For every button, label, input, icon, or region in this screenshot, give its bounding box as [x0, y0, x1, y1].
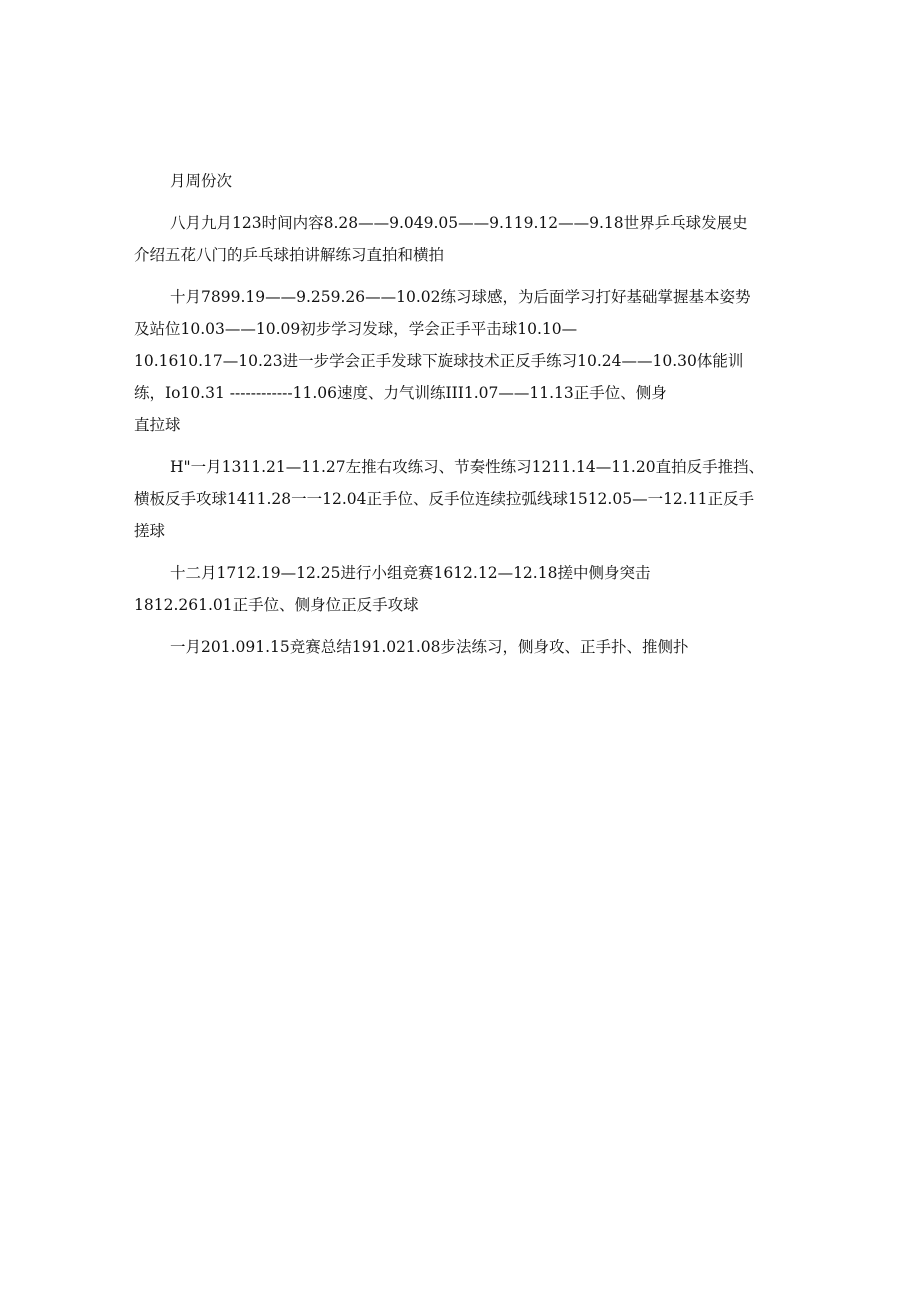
text-line: 10.1610.17—10.23进一步学会正手发球下旋球技术正反手练习10.24——10.30体能训	[134, 352, 744, 370]
text-line: 十月7899.19——9.259.26——10.02练习球感，为后面学习打好基础掌握基本姿势	[170, 288, 751, 306]
text-line: 介绍五花八门的乒乓球拍讲解练习直拍和横拍	[134, 246, 445, 264]
paragraph-header	[134, 165, 794, 197]
text-line: 搓球	[134, 522, 166, 540]
paragraph-october	[134, 281, 794, 441]
text-line: 八月九月123时间内容8.28——9.049.05——9.119.12——9.18世界乒乓球发展史	[170, 214, 748, 232]
text-line: H"一月1311.21—11.27左推右攻练习、节奏性练习1211.14—11.20直拍反手推挡、	[170, 458, 765, 476]
text-line: 练，Io10.31 ------------11.06速度、力气训练III1.07——11.13正手位、侧身	[134, 384, 667, 402]
text-line: 直拉球	[134, 416, 181, 434]
paragraph-august-september	[134, 207, 794, 271]
paragraph-january	[134, 631, 794, 663]
text-line: 及站位10.03——10.09初步学习发球，学会正手平击球10.10—	[134, 320, 578, 338]
paragraph-december	[134, 557, 794, 621]
text-line: 月周份次	[170, 172, 233, 190]
text-line: 横板反手攻球1411.28一一12.04正手位、反手位连续拉弧线球1512.05—一12.11正反手	[134, 490, 754, 508]
text-line: 一月201.091.15竞赛总结191.021.08步法练习，侧身攻、正手扑、推侧扑	[170, 638, 689, 656]
document-body	[134, 165, 794, 673]
paragraph-november	[134, 451, 794, 547]
text-line: 十二月1712.19—12.25进行小组竞赛1612.12—12.18搓中侧身突击	[170, 564, 651, 582]
text-line: 1812.261.01正手位、侧身位正反手攻球	[134, 596, 419, 614]
